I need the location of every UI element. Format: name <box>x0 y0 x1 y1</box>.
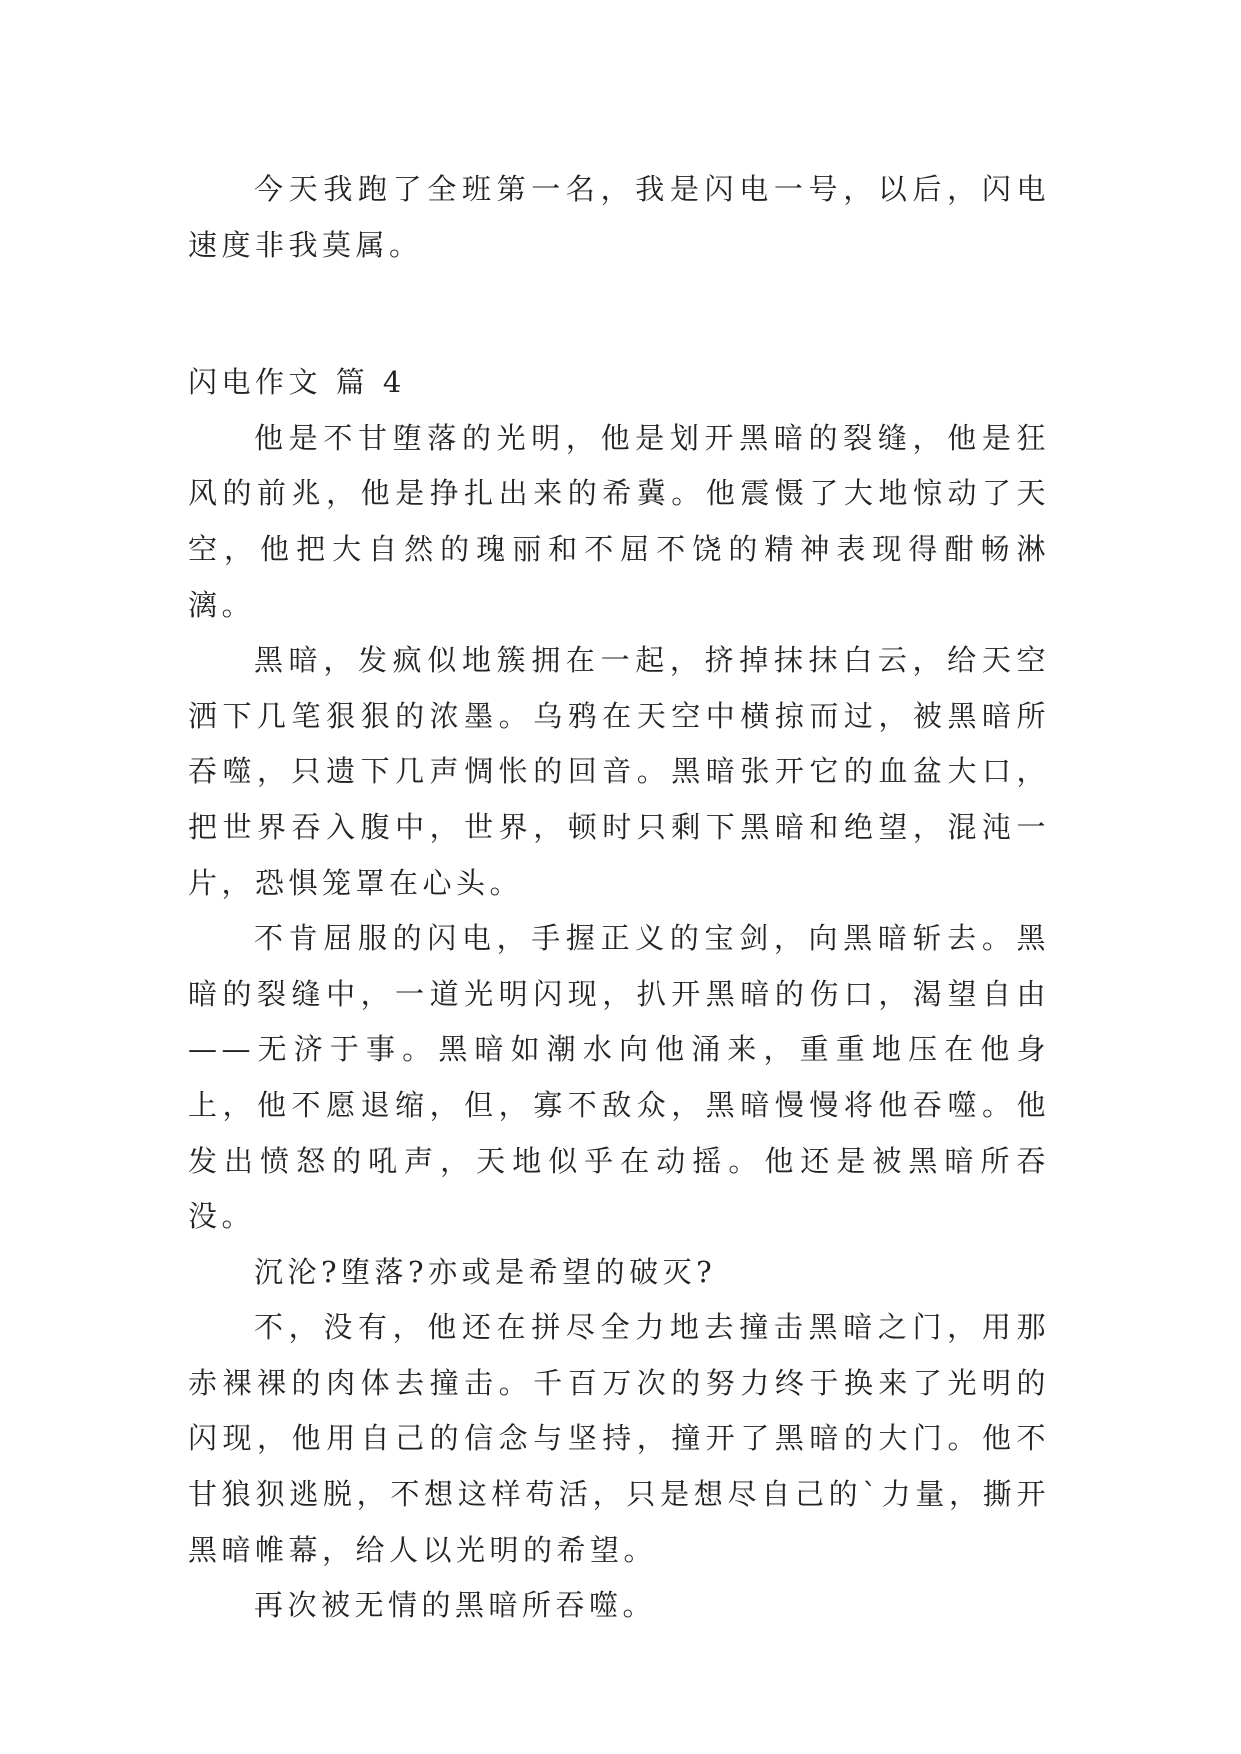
body-paragraph-6: 再次被无情的黑暗所吞噬。 <box>254 1588 657 1623</box>
body-paragraph-3: 不肯屈服的闪电，手握正义的宝剑，向黑暗斩去。黑暗的裂缝中，一道光明闪现，扒开黑暗的伤口，渴望自由——无济于事。黑暗如潮水向他涌来，重重地压在他身上，他不愿退缩，但，寡不敌众，黑暗慢慢将他吞噬。他发出愤怒的吼声，天地似乎在动摇。他还是被黑暗所吞没。 <box>188 921 1050 1234</box>
body-paragraph-2: 黑暗，发疯似地簇拥在一起，挤掉抹抹白云，给天空洒下几笔狠狠的浓墨。乌鸦在天空中横掠而过，被黑暗所吞噬，只遗下几声惆怅的回音。黑暗张开它的血盆大口，把世界吞入腹中，世界，顿时只剩下黑暗和绝望，混沌一片，恐惧笼罩在心头。 <box>188 643 1050 900</box>
section-title: 闪电作文 篇 4 <box>188 365 406 400</box>
body-paragraph-1: 他是不甘堕落的光明，他是划开黑暗的裂缝，他是狂风的前兆，他是挣扎出来的希冀。他震慑了大地惊动了天空，他把大自然的瑰丽和不屈不饶的精神表现得酣畅淋漓。 <box>188 420 1050 622</box>
body-paragraph-4: 沉沦?堕落?亦或是希望的破灭? <box>254 1254 717 1289</box>
document-page <box>188 162 1050 1634</box>
body-paragraph-5: 不，没有，他还在拼尽全力地去撞击黑暗之门，用那赤裸裸的肉体去撞击。千百万次的努力终于换来了光明的闪现，他用自己的信念与坚持，撞开了黑暗的大门。他不甘狼狈逃脱，不想这样苟活，只是想尽自己的`力量，撕开黑暗帷幕，给人以光明的希望。 <box>188 1310 1050 1567</box>
intro-paragraph: 今天我跑了全班第一名，我是闪电一号，以后，闪电速度非我莫属。 <box>188 172 1050 262</box>
